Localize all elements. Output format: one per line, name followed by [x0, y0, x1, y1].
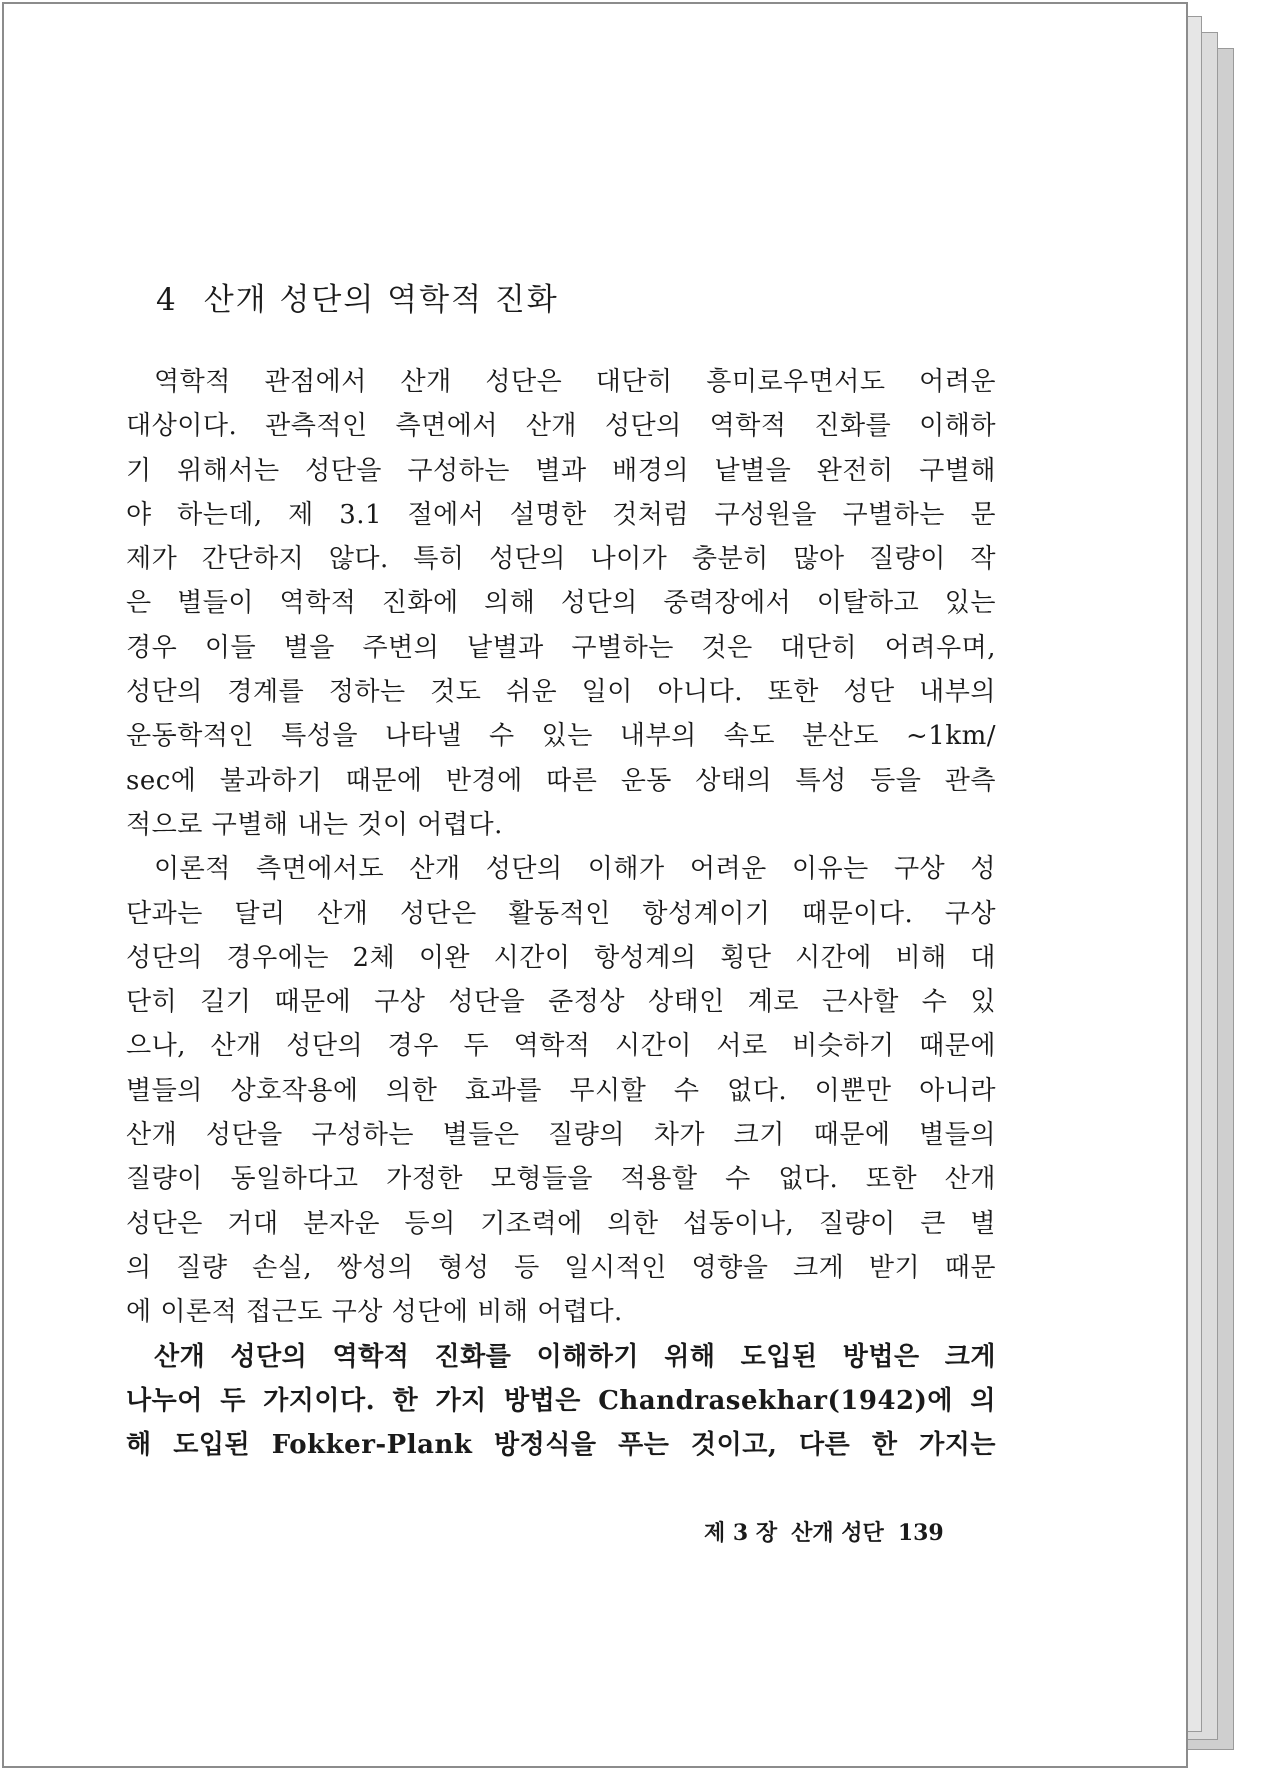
- text-line: 경우 이들 별을 주변의 낱별과 구별하는 것은 대단히 어려우며,: [126, 632, 996, 663]
- text-line: 성단의 경우에는 2체 이완 시간이 항성계의 횡단 시간에 비해 대: [126, 942, 996, 973]
- text-line: 산개 성단을 구성하는 별들은 질량의 차가 크기 때문에 별들의: [126, 1120, 996, 1151]
- text-line: 대상이다. 관측적인 측면에서 산개 성단의 역학적 진화를 이해하: [126, 411, 996, 442]
- text-line: 은 별들이 역학적 진화에 의해 성단의 중력장에서 이탈하고 있는: [126, 588, 996, 619]
- text-line: 이론적 측면에서도 산개 성단의 이해가 어려운 이유는 구상 성: [154, 854, 996, 885]
- section-title-text: 산개 성단의 역학적 진화: [203, 282, 559, 318]
- footer-chapter: 제 3 장: [704, 1520, 778, 1546]
- text-line: 적으로 구별해 내는 것이 어렵다.: [126, 809, 503, 840]
- text-line: 질량이 동일하다고 가정한 모형들을 적용할 수 없다. 또한 산개: [126, 1164, 996, 1195]
- text-line: sec에 불과하기 때문에 반경에 따른 운동 상태의 특성 등을 관측: [126, 765, 996, 796]
- text-line: 에 이론적 접근도 구상 성단에 비해 어렵다.: [126, 1297, 623, 1328]
- footer-chapter-title: 산개 성단: [791, 1520, 884, 1546]
- book-page: [2, 2, 1188, 1768]
- text-line: 운동학적인 특성을 나타낼 수 있는 내부의 속도 분산도 ~1km/: [126, 721, 996, 752]
- text-line: 성단은 거대 분자운 등의 기조력에 의한 섭동이나, 질량이 큰 별: [126, 1208, 996, 1239]
- page-number: 139: [897, 1520, 944, 1546]
- text-line: 해 도입된 Fokker-Plank 방정식을 푸는 것이고, 다른 한 가지는: [126, 1430, 996, 1461]
- text-line: 제가 간단하지 않다. 특히 성단의 나이가 충분히 많아 질량이 작: [126, 544, 996, 575]
- text-line: 성단의 경계를 정하는 것도 쉬운 일이 아니다. 또한 성단 내부의: [126, 677, 996, 708]
- text-line: 야 하는데, 제 3.1 절에서 설명한 것처럼 구성원을 구별하는 문: [126, 499, 996, 530]
- running-footer: [704, 1516, 944, 1547]
- section-heading: [156, 274, 559, 319]
- text-line: 으나, 산개 성단의 경우 두 역학적 시간이 서로 비슷하기 때문에: [126, 1031, 996, 1062]
- text-line: 역학적 관점에서 산개 성단은 대단히 흥미로우면서도 어려운: [154, 367, 996, 397]
- text-line: 산개 성단의 역학적 진화를 이해하기 위해 도입된 방법은 크게: [154, 1341, 996, 1372]
- section-number: 4: [156, 282, 178, 318]
- text-line: 나누어 두 가지이다. 한 가지 방법은 Chandrasekhar(1942)에 의: [126, 1385, 996, 1416]
- body-text: [126, 360, 996, 1467]
- text-line: 기 위해서는 성단을 구성하는 별과 배경의 낱별을 완전히 구별해: [126, 455, 996, 486]
- text-line: 별들의 상호작용에 의한 효과를 무시할 수 없다. 이뿐만 아니라: [126, 1075, 996, 1106]
- text-line: 단히 길기 때문에 구상 성단을 준정상 상태인 계로 근사할 수 있: [126, 987, 996, 1018]
- text-line: 의 질량 손실, 쌍성의 형성 등 일시적인 영향을 크게 받기 때문: [126, 1252, 996, 1283]
- text-line: 단과는 달리 산개 성단은 활동적인 항성계이기 때문이다. 구상: [126, 898, 996, 929]
